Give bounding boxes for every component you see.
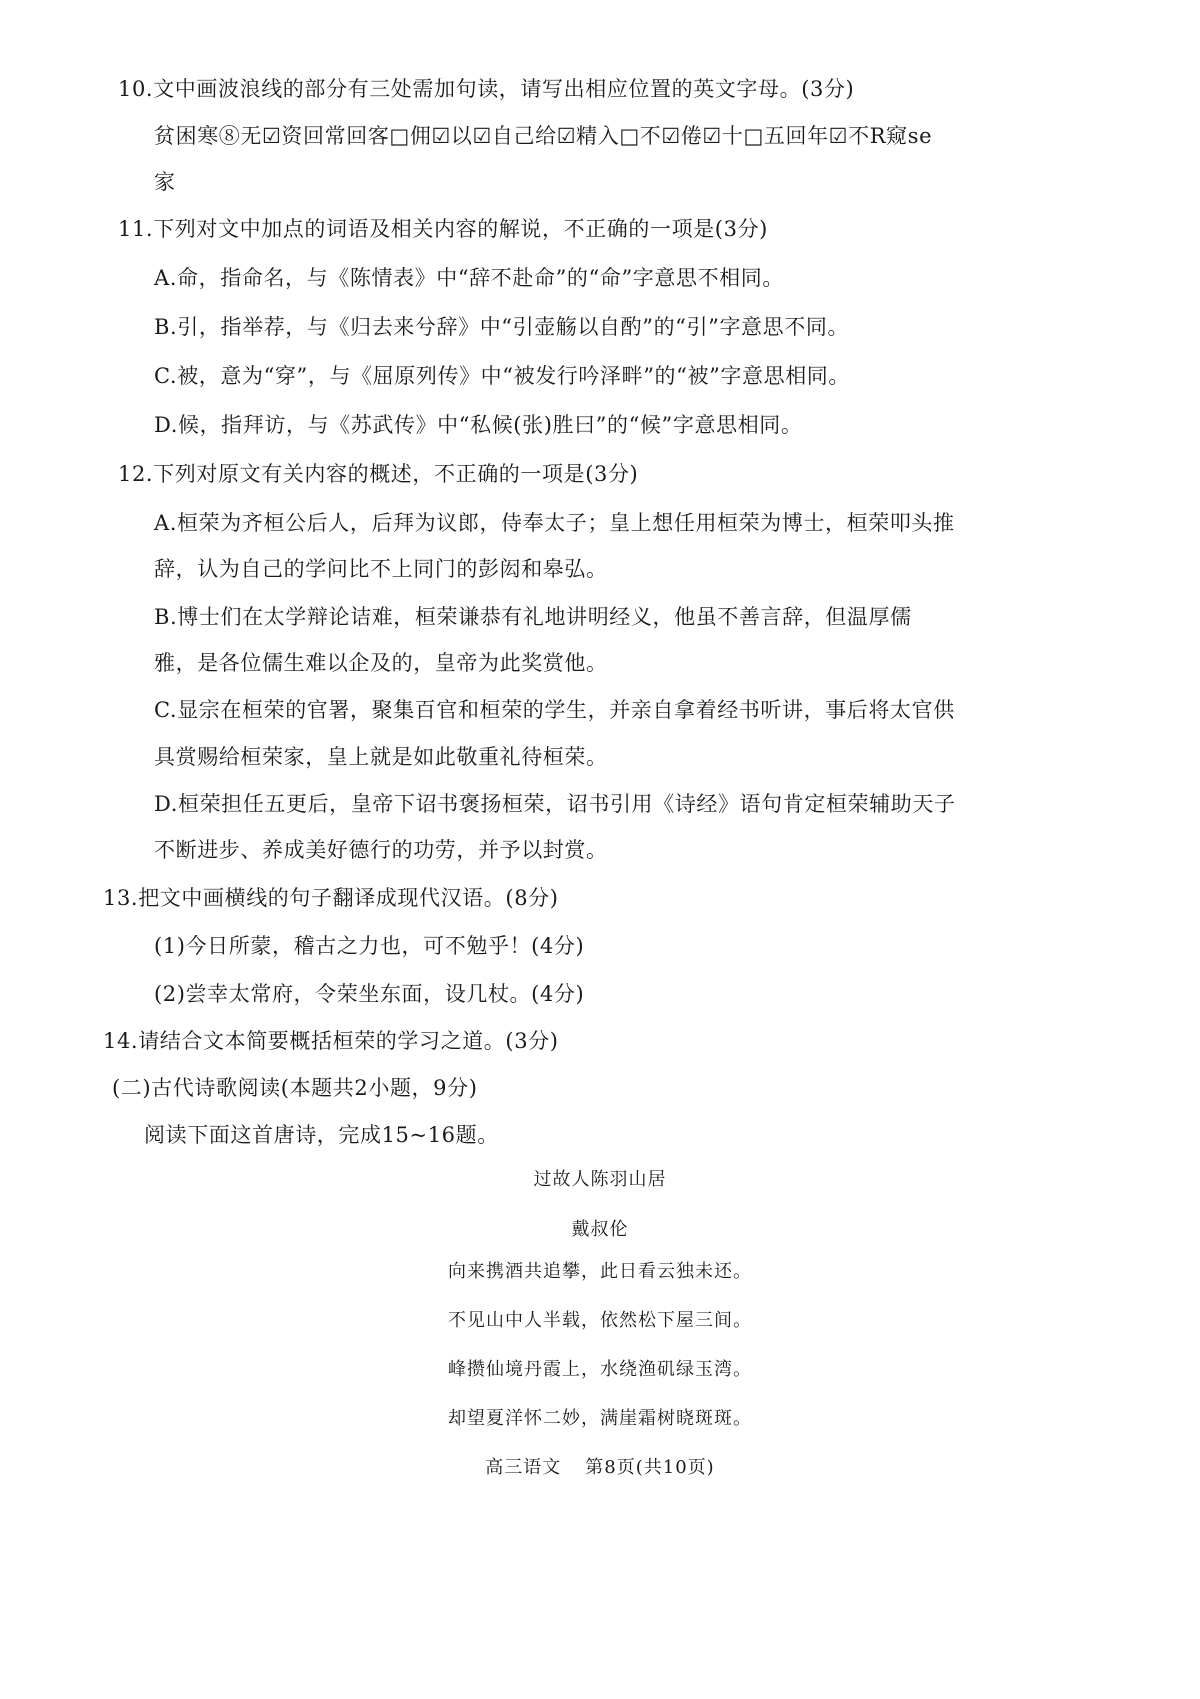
section-instruction: 阅读下面这首唐诗，完成15~16题。	[144, 1123, 499, 1147]
question-12-option-d-line2: 不断进步、养成美好德行的功劳，并予以封赏。	[154, 838, 608, 862]
question-13-sentence-2: (2)尝幸太常府，令荣坐东面，设几杖。(4分)	[154, 982, 585, 1006]
question-12-option-c-line1: C.显宗在桓荣的官署，聚集百官和桓荣的学生，并亲自拿着经书听讲，事后将太官供	[154, 698, 955, 722]
question-12-option-b-line1: B.博士们在太学辩论诘难，桓荣谦恭有礼地讲明经义，他虽不善言辞，但温厚儒	[154, 605, 912, 629]
poem-author: 戴叔伦	[571, 1219, 629, 1240]
question-10-stem: 10.文中画波浪线的部分有三处需加句读，请写出相应位置的英文字母。(3分)	[118, 77, 855, 101]
question-11-option-a: A.命，指命名，与《陈情表》中“辞不赴命”的“命”字意思不相同。	[154, 266, 784, 290]
question-12-option-b-line2: 雅，是各位儒生难以企及的，皇帝为此奖赏他。	[154, 651, 608, 675]
question-12-option-a-line1: A.桓荣为齐桓公后人，后拜为议郎，侍奉太子；皇上想任用桓荣为博士，桓荣叩头推	[154, 511, 955, 535]
question-11-option-b: B.引，指举荐，与《归去来兮辞》中“引壶觞以自酌”的“引”字意思不同。	[154, 315, 850, 339]
question-10-text-line: 贫困寒⑧无☑资回常回客□佣☑以☑自己给☑精入□不☑倦☑十□五回年☑不R窥se	[154, 124, 933, 148]
question-11-option-c: C.被，意为“穿”，与《屈原列传》中“被发行吟泽畔”的“被”字意思相同。	[154, 364, 851, 388]
poem-line: 却望夏洋怀二妙，满崖霜树晓斑斑。	[448, 1408, 752, 1429]
question-14-stem: 14.请结合文本简要概括桓荣的学习之道。(3分)	[103, 1029, 559, 1053]
poem-line: 不见山中人半载，依然松下屋三间。	[448, 1310, 752, 1331]
question-11-option-d: D.候，指拜访，与《苏武传》中“私候(张)胜曰”的“候”字意思相同。	[154, 413, 803, 437]
poem-line: 向来携酒共追攀，此日看云独未还。	[448, 1261, 752, 1282]
question-13-sentence-1: (1)今日所蒙，稽古之力也，可不勉乎！(4分)	[154, 934, 585, 958]
question-12-option-d-line1: D.桓荣担任五更后，皇帝下诏书褒扬桓荣，诏书引用《诗经》语句肯定桓荣辅助天子	[154, 792, 956, 816]
poem-line: 峰攒仙境丹霞上，水绕渔矶绿玉湾。	[448, 1359, 752, 1380]
footer-subject: 高三语文	[485, 1457, 562, 1478]
page-footer	[0, 1455, 1200, 1481]
poem-title: 过故人陈羽山居	[533, 1169, 667, 1190]
question-12-stem: 12.下列对原文有关内容的概述，不正确的一项是(3分)	[118, 462, 639, 486]
question-13-stem: 13.把文中画横线的句子翻译成现代汉语。(8分)	[103, 886, 559, 910]
question-12-option-a-line2: 辞，认为自己的学问比不上同门的彭闳和皋弘。	[154, 557, 608, 581]
question-12-option-c-line2: 具赏赐给桓荣家，皇上就是如此敬重礼待桓荣。	[154, 745, 608, 769]
section-heading: (二)古代诗歌阅读(本题共2小题，9分)	[112, 1076, 478, 1100]
question-10-text-line: 家	[154, 170, 176, 194]
footer-page-number: 第8页(共10页)	[585, 1457, 715, 1478]
question-11-stem: 11.下列对文中加点的词语及相关内容的解说，不正确的一项是(3分)	[118, 217, 768, 241]
